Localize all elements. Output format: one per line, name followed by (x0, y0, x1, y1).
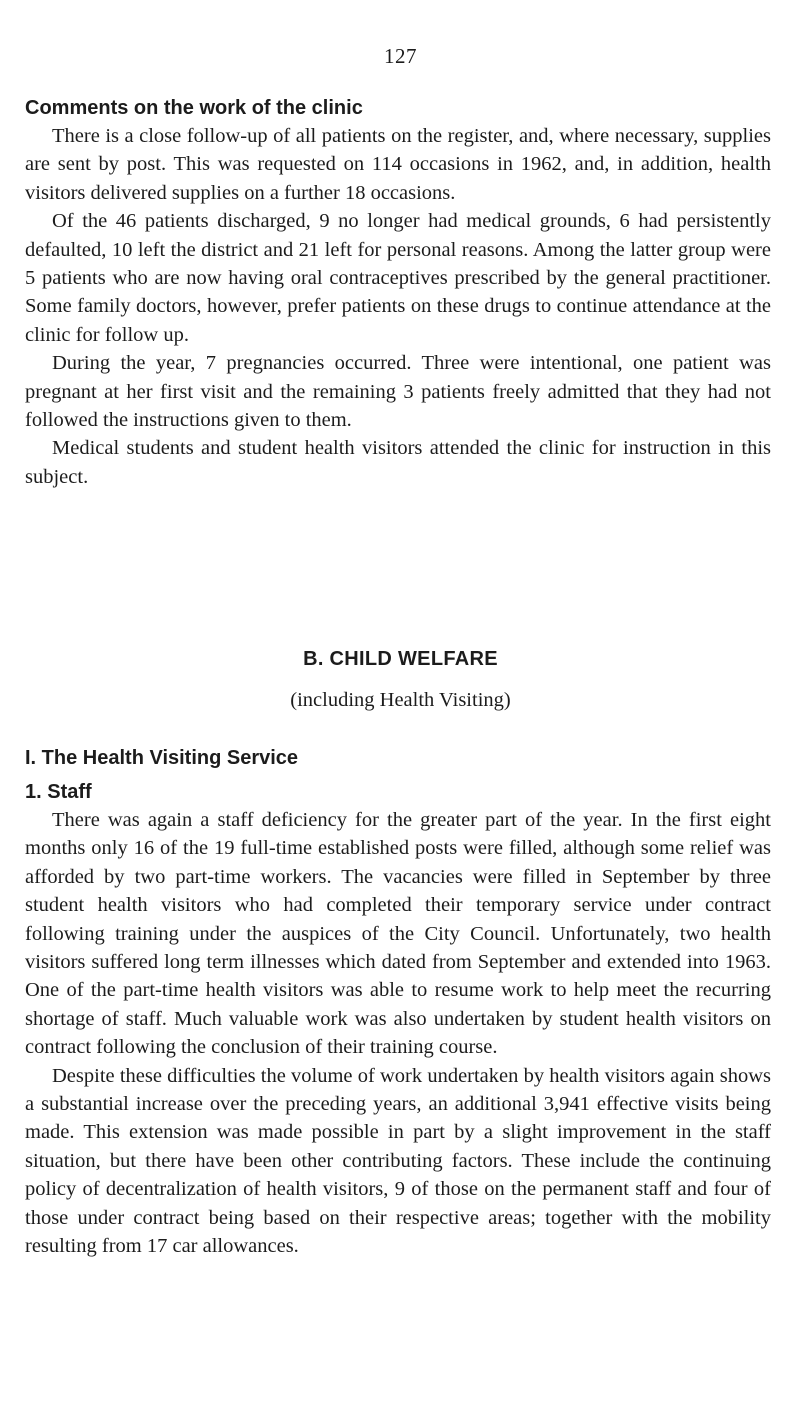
clinic-comments-section (25, 94, 771, 491)
staff-subheading: 1. Staff (25, 781, 92, 803)
clinic-paragraph: Medical students and student health visitors attended the clinic for instruction in this subject. (25, 437, 771, 488)
section-b-title: B. CHILD WELFARE (303, 648, 498, 670)
clinic-paragraph: During the year, 7 pregnancies occurred. Three were intentional, one patient was pregnant at her first visit and the remaining 3 patients freely admitted that they had not followed the instructions given to them. (25, 352, 771, 432)
page-number: 127 (384, 44, 417, 68)
section-b-subtitle: (including Health Visiting) (290, 689, 511, 711)
staff-paragraph: There was again a staff deficiency for the greater part of the year. In the first eight months only 16 of the 19 full-time established posts were filled, although some relief was afforded by two part-time workers. The vacancies were filled in September by three student health visitors who had completed their temporary service under contract following training under the auspices of the City Council. Unfortunately, two health visitors suffered long term illnesses which dated from September and extended into 1963. One of the part-time health visitors was able to resume work to help meet the recurring shortage of staff. Much valuable work was also undertaken by student health visitors on contract following the conclusion of their training course. (25, 809, 771, 1059)
clinic-paragraph: Of the 46 patients discharged, 9 no longer had medical grounds, 6 had persistently defaulted, 10 left the district and 21 left for personal reasons. Among the latter group were 5 patients who are now having oral contraceptives prescribed by the general practitioner. Some family doctors, however, prefer patients on these drugs to continue attendance at the clinic for follow up. (25, 210, 771, 346)
health-visiting-heading: I. The Health Visiting Service (25, 747, 299, 769)
clinic-comments-heading: Comments on the work of the clinic (25, 97, 363, 119)
staff-paragraph: Despite these difficulties the volume of work undertaken by health visitors again shows a substantial increase over the preceding years, an additional 3,941 effective visits being made. This extension was made possible in part by a slight improvement in the staff situation, but there have been other contributing factors. These include the continuing policy of decentralization of health visitors, 9 of those on the permanent staff and four of those under contract being based on their respective areas; together with the mobility resulting from 17 car allowances. (25, 1064, 771, 1258)
clinic-paragraph: There is a close follow-up of all patients on the register, and, where necessary, supplies are sent by post. This was requested on 114 occasions in 1962, and, in addition, health visitors delivered supplies on a further 18 occasions. (25, 125, 771, 204)
health-visiting-section (25, 744, 771, 1261)
section-b-header (0, 648, 801, 712)
